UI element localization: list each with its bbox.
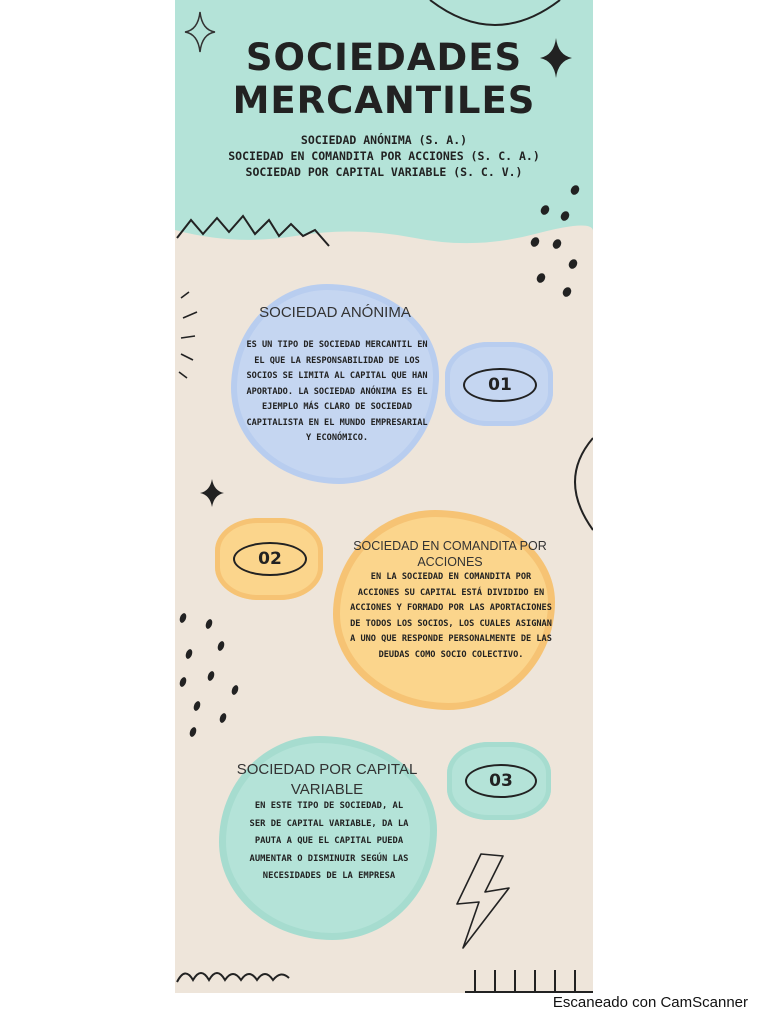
section-3-heading: SOCIEDAD POR CAPITAL VARIABLE	[236, 761, 418, 798]
tick-marks-decoration	[175, 290, 215, 380]
dots-decoration-left	[175, 610, 245, 740]
section-1-heading: SOCIEDAD ANÓNIMA	[259, 304, 411, 321]
subtitle-scv: SOCIEDAD POR CAPITAL VARIABLE (S. C. V.)	[245, 165, 523, 179]
star-icon-small	[199, 478, 225, 508]
section-1-text: ES UN TIPO DE SOCIEDAD MERCANTIL EN EL QUE LA RESPONSABILIDAD DE LOS SOCIOS SE LIMITA AL CAPITAL QUE HAN APORTADO. LA SOCIEDAD ANÓNIMA ES EL EJEMPLO MÁS CLARO DE SOCIEDAD CAPITALISTA EN EL MUNDO EMPRESARIAL Y ECONÓMICO.	[246, 340, 428, 443]
zigzag-decoration	[175, 208, 335, 248]
page-title-line2: MERCANTILES	[232, 79, 536, 122]
subtitle-sca: SOCIEDAD EN COMANDITA POR ACCIONES (S. C. A.)	[228, 149, 540, 163]
section-2-number: 02	[233, 542, 307, 576]
page-title-line1: SOCIEDADES	[245, 36, 523, 79]
section-2-text: EN LA SOCIEDAD EN COMANDITA POR ACCIONES SU CAPITAL ESTÁ DIVIDIDO EN ACCIONES Y FORMADO POR LAS APORTACIONES DE TODOS LOS SOCIOS, LOS CUALES ASIGNAN A UNO QUE RESPONDE PERSONALMENTE DE LAS DEUDAS COMO SOCIO COLECTIVO.	[350, 572, 552, 660]
lightning-icon	[453, 852, 513, 952]
section-1-number: 01	[463, 368, 537, 402]
camscanner-watermark: Escaneado con CamScanner	[552, 994, 748, 1011]
section-2-heading: SOCIEDAD EN COMANDITA POR ACCIONES	[353, 539, 547, 569]
bottom-squiggle-decoration	[175, 960, 295, 990]
bottom-tick-decoration	[465, 966, 593, 993]
dots-decoration-top	[525, 180, 593, 300]
section-3-number: 03	[465, 764, 537, 798]
infographic-poster	[175, 0, 593, 993]
top-arc-decoration	[425, 0, 565, 32]
right-arc-decoration	[563, 434, 593, 534]
subtitle-sa: SOCIEDAD ANÓNIMA (S. A.)	[300, 133, 468, 147]
section-3-text: EN ESTE TIPO DE SOCIEDAD, AL SER DE CAPITAL VARIABLE, DA LA PAUTA A QUE EL CAPITAL PUEDA AUMENTAR O DISMINUIR SEGÚN LAS NECESIDADES DE LA EMPRESA	[249, 801, 409, 881]
